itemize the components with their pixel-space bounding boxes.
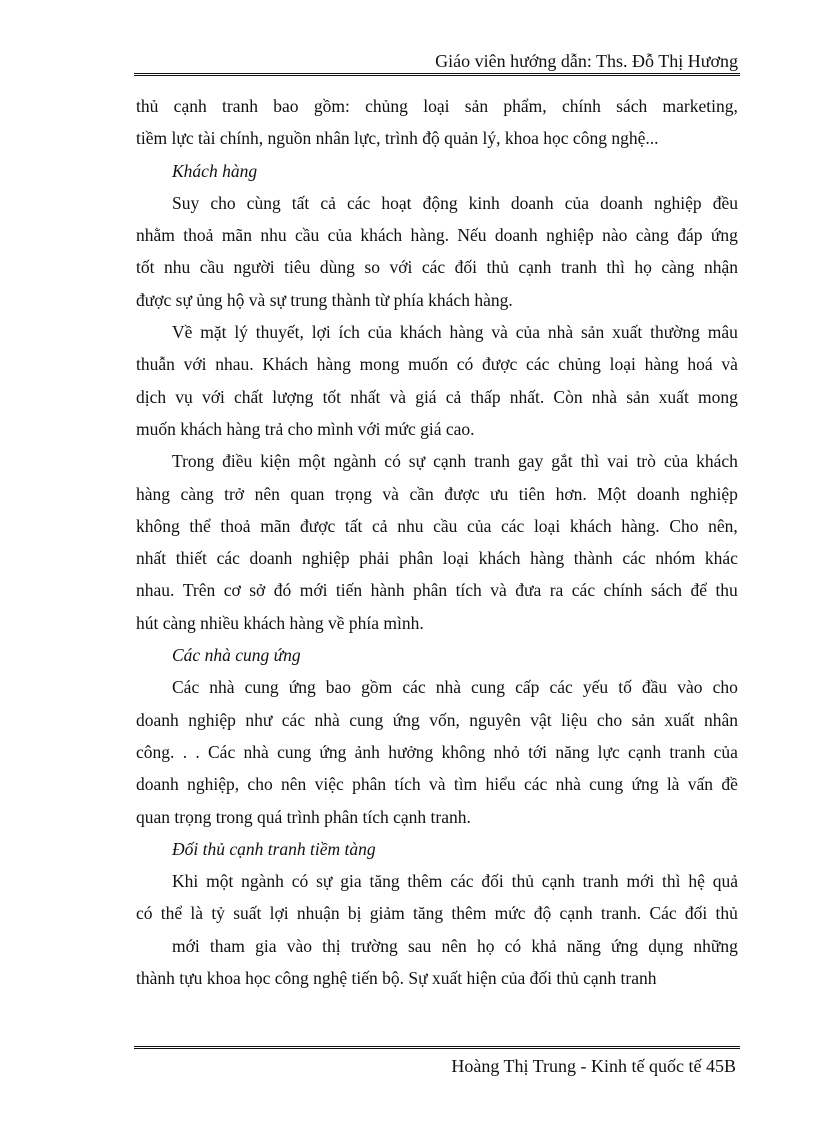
- text-line: muốn khách hàng trả cho mình với mức giá cao.: [136, 418, 475, 439]
- text-line: doanh nghiệp, cho nên việc phân tích và tìm hiểu các nhà cung ứng là vấn đề: [136, 774, 738, 795]
- text-line: nhau. Trên cơ sở đó mới tiến hành phân tích và đưa ra các chính sách để thu: [136, 580, 738, 601]
- text-line: Suy cho cùng tất cả các hoạt động kinh doanh của doanh nghiệp đều: [172, 192, 738, 213]
- text-line: nhất thiết các doanh nghiệp phải phân loại khách hàng thành các nhóm khác: [136, 548, 738, 569]
- text-line: Trong điều kiện một ngành có sự cạnh tranh gay gắt thì vai trò của khách: [172, 451, 738, 472]
- text-line: Khi một ngành có sự gia tăng thêm các đối thủ cạnh tranh mới thì hệ quả: [172, 871, 738, 892]
- text-line: thành tựu khoa học công nghệ tiến bộ. Sự xuất hiện của đối thủ cạnh tranh: [136, 968, 657, 989]
- text-line: nhằm thoả mãn nhu cầu của khách hàng. Nếu doanh nghiệp nào càng đáp ứng: [136, 225, 738, 246]
- body-text: [136, 90, 738, 994]
- page-header: Giáo viên hướng dẫn: Ths. Đỗ Thị Hương: [435, 51, 738, 71]
- text-line: quan trọng trong quá trình phân tích cạnh tranh.: [136, 806, 471, 827]
- text-line: không thể thoả mãn được tất cả nhu cầu của các loại khách hàng. Cho nên,: [136, 515, 738, 536]
- text-line: hút càng nhiều khách hàng về phía mình.: [136, 612, 424, 633]
- section-heading-nha-cung-ung: Các nhà cung ứng: [172, 645, 301, 666]
- header-divider: [134, 73, 740, 76]
- text-line: thủ cạnh tranh bao gồm: chủng loại sản phẩm, chính sách marketing,: [136, 96, 738, 116]
- text-line: có thể là tỷ suất lợi nhuận bị giảm tăng thêm mức độ cạnh tranh. Các đối thủ: [136, 903, 738, 924]
- section-heading-khach-hang: Khách hàng: [172, 160, 258, 181]
- text-line: mới tham gia vào thị trường sau nên họ có khả năng ứng dụng những: [172, 935, 738, 956]
- text-line: tốt nhu cầu người tiêu dùng so với các đối thủ cạnh tranh thì họ càng nhận: [136, 257, 738, 278]
- section-heading-doi-thu-tiem-tang: Đối thủ cạnh tranh tiềm tàng: [172, 838, 376, 859]
- footer-divider: [134, 1046, 740, 1049]
- text-line: dịch vụ với chất lượng tốt nhất và giá cả thấp nhất. Còn nhà sản xuất mong: [136, 386, 738, 407]
- text-line: tiềm lực tài chính, nguồn nhân lực, trình độ quản lý, khoa học công nghệ...: [136, 128, 659, 149]
- text-line: Các nhà cung ứng bao gồm các nhà cung cấp các yếu tố đầu vào cho: [172, 677, 738, 698]
- text-line: công. . . Các nhà cung ứng ảnh hưởng không nhỏ tới năng lực cạnh tranh của: [136, 741, 738, 762]
- text-line: doanh nghiệp như các nhà cung ứng vốn, nguyên vật liệu cho sản xuất nhân: [136, 709, 738, 730]
- page-footer: Hoàng Thị Trung - Kinh tế quốc tế 45B: [451, 1056, 736, 1076]
- text-line: hàng càng trở nên quan trọng và cần được ưu tiên hơn. Một doanh nghiệp: [136, 483, 738, 504]
- text-line: được sự ủng hộ và sự trung thành từ phía khách hàng.: [136, 289, 513, 310]
- text-line: thuẫn với nhau. Khách hàng mong muốn có được các chủng loại hàng hoá và: [136, 354, 738, 375]
- text-line: Về mặt lý thuyết, lợi ích của khách hàng và của nhà sản xuất thường mâu: [172, 322, 738, 343]
